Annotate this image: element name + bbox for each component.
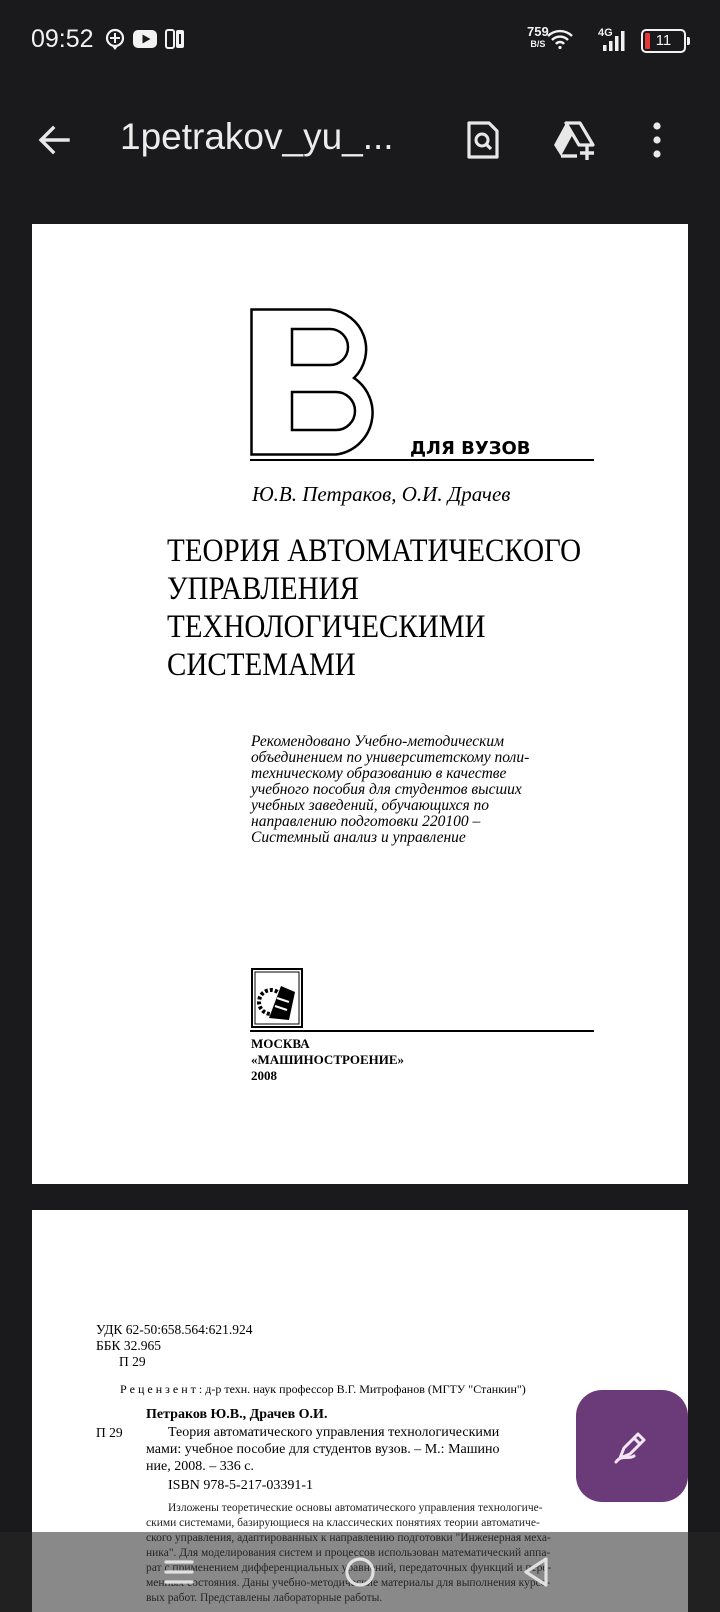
recents-icon	[164, 1559, 194, 1585]
book-title: ТЕОРИЯ АВТОМАТИЧЕСКОГО УПРАВЛЕНИЯ ТЕХНОЛОГИЧЕСКИМИ СИСТЕМАМИ	[167, 533, 582, 683]
isbn: ISBN 978-5-217-03391-1	[168, 1478, 314, 1493]
home-button[interactable]	[336, 1548, 384, 1596]
home-icon	[344, 1556, 376, 1588]
status-time: 09:52	[31, 25, 94, 53]
add-to-drive-icon	[552, 120, 596, 160]
divider	[250, 1030, 594, 1032]
abstract: Изложены теоретические основы автоматического управления технологиче- скими системами, базирующиеся на классических понятиях теории автоматиче-	[146, 1502, 543, 1529]
search-document-button[interactable]	[455, 112, 511, 168]
udk-code: УДК 62-50:658.564:621.924	[96, 1322, 253, 1337]
bib-details: мами: учебное пособие для студентов вузов. – М.: Машино	[146, 1442, 500, 1457]
add-to-drive-button[interactable]	[546, 112, 602, 168]
location-notification-icon	[104, 27, 126, 55]
recommendation-text: Рекомендовано Учебно-методическим объединением по университетскому поли- техническому образованию в качестве учебного пособия для студентов высших учебных заведений, обучающихся по направлению подготовки 220100 – Системный анализ и управление	[251, 733, 530, 846]
more-options-button[interactable]	[629, 112, 685, 168]
youtube-icon	[133, 30, 157, 52]
pdf-page-1[interactable]	[32, 224, 688, 1184]
network-speed: 759 B/S	[527, 24, 549, 49]
app-toolbar	[0, 90, 720, 190]
more-vertical-icon	[652, 122, 662, 158]
bib-authors: Петраков Ю.В., Драчев О.И.	[146, 1407, 328, 1422]
bib-year: ние, 2008. – 336 с.	[146, 1459, 254, 1474]
app-notification-icon	[165, 29, 185, 53]
wifi-icon	[547, 29, 573, 53]
reviewer-line: Р е ц е н з е н т : д-р техн. наук профессор В.Г. Митрофанов (МГТУ "Станкин")	[120, 1382, 526, 1396]
nav-back-button[interactable]	[512, 1548, 560, 1596]
publisher-logo	[251, 968, 303, 1028]
arrow-left-icon	[37, 123, 71, 157]
back-button[interactable]	[26, 112, 82, 168]
publisher-info: МОСКВА «МАШИНОСТРОЕНИЕ» 2008	[251, 1036, 405, 1083]
signal-icon	[603, 31, 625, 55]
divider	[250, 459, 594, 461]
search-document-icon	[466, 120, 500, 160]
system-navigation-bar	[0, 1532, 720, 1612]
series-logo-b	[250, 308, 390, 456]
back-triangle-icon	[522, 1556, 550, 1588]
book-authors: Ю.В. Петраков, О.И. Драчев	[252, 482, 511, 506]
recents-button[interactable]	[155, 1548, 203, 1596]
edit-fab-button[interactable]	[576, 1390, 688, 1502]
document-title: 1petrakov_yu_...	[120, 116, 394, 157]
author-code: П 29	[119, 1354, 146, 1369]
bbk-code: ББК 32.965	[96, 1338, 162, 1353]
bib-title: Теория автоматического управления технологическими	[168, 1425, 500, 1440]
network-type: 4G	[598, 27, 613, 39]
edit-pen-icon	[612, 1426, 652, 1466]
status-bar	[0, 0, 720, 80]
series-label: ДЛЯ ВУЗОВ	[410, 438, 531, 459]
bib-code: П 29	[96, 1425, 123, 1440]
battery-icon: 11	[641, 29, 686, 53]
